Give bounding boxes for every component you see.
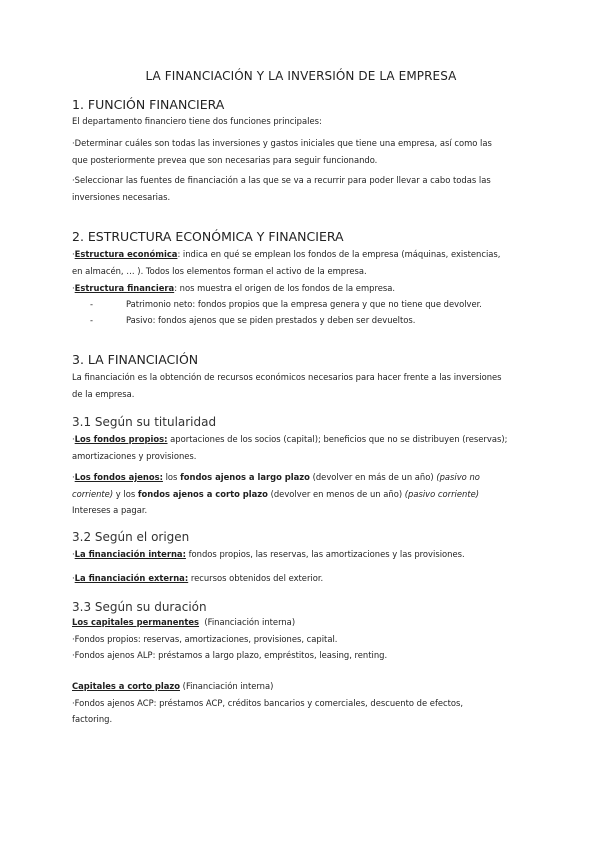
term-capitales-corto-plazo: Capitales a corto plazo <box>72 681 181 691</box>
bullet-item-patrimonio-neto <box>90 296 482 313</box>
bullet-dot: · <box>72 573 75 583</box>
subsection-3-2-heading: 3.2 Según el origen <box>72 530 190 544</box>
paragraph-text: (Financiación interna) <box>199 617 296 627</box>
bullet-dot: · <box>72 549 75 559</box>
fondos-ajenos-paragraph <box>72 469 530 519</box>
bullet-item-pasivo <box>90 312 415 329</box>
bullet-text: Patrimonio neto: fondos propios que la empresa genera y que no tiene que devolver. <box>126 299 482 309</box>
bullet-dot: · <box>72 249 75 259</box>
dash-marker: - <box>90 315 94 325</box>
term-estructura-financiera: Estructura financiera <box>74 283 175 293</box>
paragraph-line: factoring. <box>72 714 113 724</box>
term-fondos-ajenos-corto-plazo: fondos ajenos a corto plazo <box>137 488 268 499</box>
section-1-intro-line: El departamento financiero tiene dos funciones principales: <box>72 116 322 126</box>
term-capitales-permanentes: Los capitales permanentes <box>72 617 200 627</box>
paragraph-line: La financiación es la obtención de recursos económicos necesarios para hacer frente a las inversiones <box>72 372 502 382</box>
paragraph-text: (devolver en menos de un año) <box>267 488 405 499</box>
term-fondos-ajenos-largo-plazo: fondos ajenos a largo plazo <box>180 472 310 482</box>
estructura-economica-paragraph <box>72 246 530 279</box>
section-3-intro <box>72 369 530 402</box>
paragraph-line: ·Seleccionar las fuentes de financiación a las que se va a recurrir para poder llevar a cabo todas las <box>72 175 491 185</box>
paragraph-text: (devolver en más de un año) <box>309 472 437 482</box>
paragraph-line: Intereses a pagar. <box>72 505 148 515</box>
financiacion-externa-paragraph <box>72 570 530 587</box>
paragraph-text: fondos propios, las reservas, las amortizaciones y las provisiones. <box>185 549 465 559</box>
estructura-financiera-paragraph <box>72 280 530 297</box>
term-financiacion-externa: La financiación externa: <box>74 573 189 583</box>
paragraph-line: ·Fondos propios: reservas, amortizaciones, provisiones, capital. <box>72 633 338 644</box>
paragraph-text: y los <box>113 488 138 499</box>
paragraph-text: (Financiación interna) <box>180 681 274 691</box>
dash-marker: - <box>90 299 94 309</box>
financiacion-interna-paragraph <box>72 546 530 563</box>
paragraph-line: que posteriormente prevea que son necesarias para seguir funcionando. <box>72 154 378 165</box>
section-1-paragraph-2 <box>72 172 530 205</box>
term-fondos-propios: Los fondos propios: <box>74 434 168 444</box>
section-1-intro <box>72 113 530 130</box>
paragraph-text: recursos obtenidos del exterior. <box>188 573 324 583</box>
paragraph-line <box>72 469 530 486</box>
term-financiacion-interna: La financiación interna: <box>74 549 186 559</box>
paragraph-line <box>72 614 530 631</box>
bullet-dot: · <box>72 283 75 293</box>
section-1-paragraph-1 <box>72 135 530 168</box>
bullet-dot: · <box>72 434 75 444</box>
capitales-corto-plazo-paragraph <box>72 678 530 728</box>
fondos-propios-paragraph <box>72 431 530 464</box>
paragraph-line <box>72 546 530 563</box>
paragraph-line: en almacén, … ). Todos los elementos forman el activo de la empresa. <box>72 265 367 276</box>
paragraph-line: ·Determinar cuáles son todas las inversiones y gastos iniciales que tiene una empresa, así como las <box>72 138 492 148</box>
paragraph-text: : indica en qué se emplean los fondos de la empresa (máquinas, existencias, <box>177 249 501 259</box>
paragraph-line: amortizaciones y provisiones. <box>72 450 197 461</box>
paragraph-line <box>72 431 530 448</box>
capitales-permanentes-paragraph <box>72 614 530 664</box>
subsection-3-1-heading: 3.1 Según su titularidad <box>72 415 217 429</box>
paragraph-line <box>72 486 530 503</box>
paragraph-line: de la empresa. <box>72 388 135 399</box>
subsection-3-3-heading: 3.3 Según su duración <box>72 600 207 614</box>
paragraph-line: ·Fondos ajenos ACP: préstamos ACP, créditos bancarios y comerciales, descuento de efectos, <box>72 697 464 708</box>
document-title: LA FINANCIACIÓN Y LA INVERSIÓN DE LA EMPRESA <box>145 69 457 83</box>
paragraph-text: aportaciones de los socios (capital); beneficios que no se distribuyen (reservas); <box>167 434 508 444</box>
paragraph-text: : nos muestra el origen de los fondos de la empresa. <box>174 283 396 293</box>
bullet-text: Pasivo: fondos ajenos que se piden prestados y deben ser devueltos. <box>126 315 416 325</box>
section-1-heading: 1. FUNCIÓN FINANCIERA <box>72 97 225 112</box>
paragraph-line: ·Fondos ajenos ALP: préstamos a largo plazo, empréstitos, leasing, renting. <box>72 650 388 660</box>
paragraph-line <box>72 678 530 695</box>
paragraph-text: los <box>162 472 181 482</box>
pasivo-no-corriente-label: (pasivo no <box>436 472 480 482</box>
paragraph-line <box>72 246 530 263</box>
term-estructura-economica: Estructura económica <box>74 249 178 259</box>
paragraph-line: inversiones necesarias. <box>72 191 171 202</box>
paragraph-line <box>72 280 530 297</box>
section-3-heading: 3. LA FINANCIACIÓN <box>72 352 199 367</box>
paragraph-line <box>72 570 530 587</box>
pasivo-corriente-label: (pasivo corriente) <box>404 488 480 499</box>
pasivo-no-corriente-label-cont: corriente) <box>72 488 114 499</box>
section-2-heading: 2. ESTRUCTURA ECONÓMICA Y FINANCIERA <box>72 229 344 244</box>
term-fondos-ajenos: Los fondos ajenos: <box>74 472 163 482</box>
bullet-dot: · <box>72 472 75 482</box>
